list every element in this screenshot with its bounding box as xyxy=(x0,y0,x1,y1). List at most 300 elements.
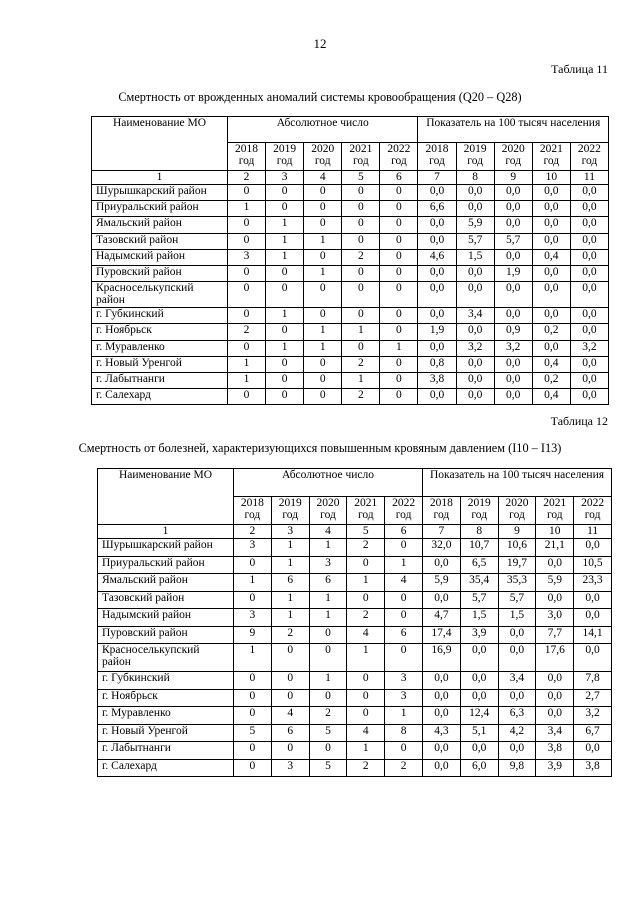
header-absolute: Абсолютное число xyxy=(228,117,418,143)
cell-absolute: 4 xyxy=(347,724,385,742)
cell-rate: 0,0 xyxy=(574,591,612,609)
cell-rate: 32,0 xyxy=(423,539,461,557)
cell-rate: 3,2 xyxy=(574,707,612,725)
cell-absolute: 0 xyxy=(347,707,385,725)
cell-absolute: 0 xyxy=(234,742,272,760)
cell-rate: 0,0 xyxy=(423,759,461,777)
cell-rate: 3,2 xyxy=(570,340,608,356)
cell-absolute: 0 xyxy=(304,217,342,233)
cell-absolute: 4 xyxy=(347,626,385,644)
column-number: 10 xyxy=(536,525,574,539)
column-numbers-row xyxy=(98,525,612,539)
cell-rate: 14,1 xyxy=(574,626,612,644)
column-number: 7 xyxy=(423,525,461,539)
header-year: 2020 год xyxy=(498,497,536,525)
header-year: 2022 год xyxy=(574,497,612,525)
row-name: Надымский район xyxy=(98,609,234,627)
cell-absolute: 3 xyxy=(228,249,266,265)
cell-rate: 0,0 xyxy=(574,539,612,557)
cell-absolute: 0 xyxy=(380,201,418,217)
table-row xyxy=(98,672,612,690)
cell-absolute: 0 xyxy=(304,389,342,405)
column-number: 11 xyxy=(570,171,608,185)
cell-absolute: 1 xyxy=(304,233,342,249)
cell-rate: 0,2 xyxy=(532,372,570,388)
cell-rate: 3,4 xyxy=(498,672,536,690)
row-name: Пуровский район xyxy=(98,626,234,644)
cell-rate: 0,8 xyxy=(418,356,456,372)
cell-rate: 3,0 xyxy=(536,609,574,627)
cell-rate: 6,6 xyxy=(418,201,456,217)
header-year: 2019 год xyxy=(456,143,494,171)
cell-rate: 0,0 xyxy=(570,308,608,324)
cell-absolute: 1 xyxy=(271,591,309,609)
table-12-caption: Таблица 12 xyxy=(550,414,608,428)
header-year: 2019 год xyxy=(460,497,498,525)
cell-rate: 0,0 xyxy=(423,591,461,609)
cell-rate: 0,0 xyxy=(570,233,608,249)
cell-absolute: 5 xyxy=(309,724,347,742)
cell-absolute: 0 xyxy=(380,389,418,405)
cell-rate: 4,6 xyxy=(418,249,456,265)
cell-rate: 0,0 xyxy=(460,689,498,707)
cell-rate: 17,4 xyxy=(423,626,461,644)
cell-rate: 0,0 xyxy=(494,249,532,265)
cell-absolute: 0 xyxy=(228,282,266,308)
header-absolute: Абсолютное число xyxy=(234,469,423,497)
cell-absolute: 0 xyxy=(228,265,266,281)
cell-rate: 0,0 xyxy=(423,742,461,760)
row-name: Ямальский район xyxy=(98,574,234,592)
column-number: 9 xyxy=(498,525,536,539)
cell-absolute: 0 xyxy=(304,201,342,217)
cell-absolute: 0 xyxy=(342,265,380,281)
cell-absolute: 0 xyxy=(380,217,418,233)
cell-absolute: 0 xyxy=(385,591,423,609)
cell-absolute: 1 xyxy=(228,201,266,217)
cell-rate: 0,0 xyxy=(570,372,608,388)
header-year: 2020 год xyxy=(309,497,347,525)
cell-rate: 0,0 xyxy=(574,644,612,672)
cell-rate: 0,0 xyxy=(418,185,456,201)
cell-absolute: 0 xyxy=(347,556,385,574)
cell-absolute: 0 xyxy=(266,324,304,340)
header-year: 2020 год xyxy=(494,143,532,171)
column-number: 10 xyxy=(532,171,570,185)
cell-rate: 0,0 xyxy=(498,742,536,760)
row-name: г. Ноябрьск xyxy=(92,324,228,340)
cell-rate: 0,0 xyxy=(456,185,494,201)
cell-absolute: 0 xyxy=(228,389,266,405)
cell-rate: 10,6 xyxy=(498,539,536,557)
cell-absolute: 0 xyxy=(385,539,423,557)
header-year: 2021 год xyxy=(536,497,574,525)
cell-absolute: 9 xyxy=(234,626,272,644)
cell-absolute: 2 xyxy=(228,324,266,340)
cell-rate: 0,0 xyxy=(536,672,574,690)
column-number: 7 xyxy=(418,171,456,185)
cell-absolute: 2 xyxy=(271,626,309,644)
cell-rate: 3,8 xyxy=(418,372,456,388)
cell-rate: 23,3 xyxy=(574,574,612,592)
cell-absolute: 0 xyxy=(380,282,418,308)
cell-absolute: 1 xyxy=(304,340,342,356)
header-year: 2022 год xyxy=(570,143,608,171)
column-number: 6 xyxy=(385,525,423,539)
cell-absolute: 2 xyxy=(347,539,385,557)
row-name: г. Губкинский xyxy=(92,308,228,324)
cell-absolute: 0 xyxy=(342,308,380,324)
cell-rate: 0,0 xyxy=(536,556,574,574)
column-numbers-row xyxy=(92,171,609,185)
table-row xyxy=(98,626,612,644)
cell-rate: 0,0 xyxy=(570,265,608,281)
header-year: 2019 год xyxy=(271,497,309,525)
cell-rate: 0,0 xyxy=(532,340,570,356)
cell-absolute: 0 xyxy=(347,591,385,609)
cell-absolute: 0 xyxy=(234,759,272,777)
cell-absolute: 0 xyxy=(304,356,342,372)
cell-absolute: 1 xyxy=(309,539,347,557)
cell-rate: 0,0 xyxy=(460,644,498,672)
cell-absolute: 2 xyxy=(347,609,385,627)
cell-absolute: 2 xyxy=(309,707,347,725)
header-year: 2022 год xyxy=(385,497,423,525)
cell-absolute: 5 xyxy=(309,759,347,777)
header-year: 2019 год xyxy=(266,143,304,171)
cell-rate: 4,7 xyxy=(423,609,461,627)
cell-absolute: 1 xyxy=(309,591,347,609)
header-year: 2020 год xyxy=(304,143,342,171)
table-11 xyxy=(91,116,609,405)
cell-rate: 4,3 xyxy=(423,724,461,742)
row-name: Красноселькупский район xyxy=(92,282,228,308)
row-name: Шурышкарский район xyxy=(92,185,228,201)
cell-rate: 0,0 xyxy=(418,233,456,249)
table-row xyxy=(92,265,609,281)
cell-rate: 21,1 xyxy=(536,539,574,557)
cell-rate: 0,0 xyxy=(532,282,570,308)
cell-rate: 5,9 xyxy=(536,574,574,592)
table-row xyxy=(98,574,612,592)
cell-absolute: 0 xyxy=(266,265,304,281)
cell-absolute: 1 xyxy=(266,308,304,324)
cell-rate: 3,9 xyxy=(536,759,574,777)
cell-rate: 2,7 xyxy=(574,689,612,707)
cell-absolute: 0 xyxy=(380,308,418,324)
cell-rate: 0,0 xyxy=(494,389,532,405)
cell-rate: 0,0 xyxy=(460,742,498,760)
cell-absolute: 2 xyxy=(342,389,380,405)
cell-rate: 0,0 xyxy=(536,591,574,609)
cell-absolute: 1 xyxy=(347,644,385,672)
cell-absolute: 1 xyxy=(385,707,423,725)
cell-absolute: 0 xyxy=(380,265,418,281)
cell-absolute: 0 xyxy=(234,707,272,725)
cell-rate: 0,0 xyxy=(532,201,570,217)
cell-absolute: 6 xyxy=(271,724,309,742)
cell-absolute: 4 xyxy=(271,707,309,725)
cell-absolute: 5 xyxy=(234,724,272,742)
table-12 xyxy=(97,468,612,777)
cell-absolute: 0 xyxy=(380,372,418,388)
cell-rate: 5,1 xyxy=(460,724,498,742)
cell-rate: 0,0 xyxy=(532,217,570,233)
cell-rate: 0,0 xyxy=(570,201,608,217)
cell-rate: 7,8 xyxy=(574,672,612,690)
cell-absolute: 0 xyxy=(234,672,272,690)
cell-rate: 0,0 xyxy=(494,356,532,372)
cell-rate: 5,7 xyxy=(456,233,494,249)
cell-rate: 3,8 xyxy=(574,759,612,777)
cell-rate: 0,0 xyxy=(574,742,612,760)
cell-rate: 12,4 xyxy=(460,707,498,725)
table-row xyxy=(92,185,609,201)
cell-rate: 0,0 xyxy=(494,201,532,217)
cell-absolute: 3 xyxy=(385,689,423,707)
header-name-col: Наименование МО xyxy=(98,469,234,525)
cell-rate: 0,0 xyxy=(456,356,494,372)
column-number: 4 xyxy=(304,171,342,185)
cell-absolute: 0 xyxy=(271,742,309,760)
cell-rate: 0,9 xyxy=(494,324,532,340)
cell-absolute: 2 xyxy=(385,759,423,777)
cell-rate: 1,5 xyxy=(456,249,494,265)
cell-absolute: 0 xyxy=(228,185,266,201)
table-row xyxy=(92,372,609,388)
cell-rate: 0,0 xyxy=(423,689,461,707)
row-name: г. Лабытнанги xyxy=(98,742,234,760)
cell-rate: 19,7 xyxy=(498,556,536,574)
cell-rate: 1,5 xyxy=(498,609,536,627)
cell-absolute: 0 xyxy=(380,356,418,372)
table-11-caption: Таблица 11 xyxy=(551,62,608,76)
cell-absolute: 0 xyxy=(304,185,342,201)
cell-absolute: 8 xyxy=(385,724,423,742)
header-rate: Показатель на 100 тысяч населения xyxy=(423,469,612,497)
cell-absolute: 1 xyxy=(304,324,342,340)
row-name: г. Муравленко xyxy=(98,707,234,725)
cell-absolute: 0 xyxy=(266,282,304,308)
column-number: 3 xyxy=(271,525,309,539)
column-number: 8 xyxy=(456,171,494,185)
cell-absolute: 3 xyxy=(309,556,347,574)
table-11-title: Смертность от врожденных аномалий системы кровообращения (Q20 – Q28) xyxy=(118,90,522,104)
cell-rate: 0,4 xyxy=(532,389,570,405)
cell-absolute: 6 xyxy=(385,626,423,644)
cell-rate: 0,2 xyxy=(532,324,570,340)
cell-rate: 5,9 xyxy=(456,217,494,233)
header-row xyxy=(92,117,609,143)
cell-absolute: 0 xyxy=(271,672,309,690)
cell-rate: 0,0 xyxy=(570,389,608,405)
cell-rate: 35,4 xyxy=(460,574,498,592)
row-name: Шурышкарский район xyxy=(98,539,234,557)
cell-absolute: 0 xyxy=(380,249,418,265)
cell-absolute: 1 xyxy=(309,672,347,690)
table-row xyxy=(92,389,609,405)
cell-absolute: 0 xyxy=(266,389,304,405)
table-row xyxy=(98,759,612,777)
column-number: 1 xyxy=(98,525,234,539)
cell-rate: 6,3 xyxy=(498,707,536,725)
cell-rate: 0,0 xyxy=(423,707,461,725)
row-name: Приуральский район xyxy=(92,201,228,217)
cell-absolute: 0 xyxy=(304,282,342,308)
cell-rate: 0,0 xyxy=(494,185,532,201)
column-number: 8 xyxy=(460,525,498,539)
column-number: 9 xyxy=(494,171,532,185)
cell-absolute: 0 xyxy=(266,201,304,217)
cell-rate: 4,2 xyxy=(498,724,536,742)
cell-rate: 0,0 xyxy=(532,233,570,249)
cell-rate: 0,0 xyxy=(494,308,532,324)
cell-rate: 0,0 xyxy=(574,609,612,627)
cell-absolute: 0 xyxy=(304,308,342,324)
row-name: Приуральский район xyxy=(98,556,234,574)
cell-absolute: 0 xyxy=(342,340,380,356)
row-name: г. Губкинский xyxy=(98,672,234,690)
cell-absolute: 2 xyxy=(347,759,385,777)
cell-absolute: 3 xyxy=(234,609,272,627)
column-number: 2 xyxy=(228,171,266,185)
table-row xyxy=(98,556,612,574)
cell-absolute: 0 xyxy=(234,591,272,609)
cell-rate: 0,0 xyxy=(418,282,456,308)
cell-absolute: 0 xyxy=(342,201,380,217)
cell-rate: 3,4 xyxy=(456,308,494,324)
cell-absolute: 1 xyxy=(347,742,385,760)
cell-absolute: 0 xyxy=(380,185,418,201)
table-row xyxy=(92,282,609,308)
cell-rate: 5,7 xyxy=(498,591,536,609)
cell-absolute: 0 xyxy=(347,672,385,690)
cell-absolute: 0 xyxy=(228,308,266,324)
cell-absolute: 0 xyxy=(271,644,309,672)
cell-absolute: 1 xyxy=(271,539,309,557)
cell-rate: 0,0 xyxy=(570,185,608,201)
row-name: г. Салехард xyxy=(92,389,228,405)
header-year: 2021 год xyxy=(347,497,385,525)
row-name: г. Новый Уренгой xyxy=(98,724,234,742)
cell-absolute: 2 xyxy=(342,356,380,372)
cell-rate: 1,9 xyxy=(494,265,532,281)
table-row xyxy=(92,249,609,265)
row-name: г. Лабытнанги xyxy=(92,372,228,388)
cell-rate: 0,0 xyxy=(536,689,574,707)
table-row xyxy=(98,644,612,672)
cell-rate: 0,0 xyxy=(456,389,494,405)
cell-rate: 0,0 xyxy=(456,282,494,308)
header-year: 2018 год xyxy=(418,143,456,171)
cell-rate: 3,2 xyxy=(494,340,532,356)
header-year: 2021 год xyxy=(532,143,570,171)
cell-absolute: 0 xyxy=(309,626,347,644)
cell-absolute: 0 xyxy=(342,217,380,233)
cell-rate: 16,9 xyxy=(423,644,461,672)
cell-rate: 10,5 xyxy=(574,556,612,574)
cell-absolute: 0 xyxy=(380,324,418,340)
table-row xyxy=(98,609,612,627)
header-year: 2022 год xyxy=(380,143,418,171)
cell-absolute: 1 xyxy=(266,340,304,356)
cell-rate: 0,0 xyxy=(498,689,536,707)
header-year: 2021 год xyxy=(342,143,380,171)
column-number: 1 xyxy=(92,171,228,185)
cell-absolute: 0 xyxy=(266,372,304,388)
cell-rate: 0,0 xyxy=(570,249,608,265)
cell-rate: 10,7 xyxy=(460,539,498,557)
cell-absolute: 1 xyxy=(228,372,266,388)
cell-absolute: 1 xyxy=(228,356,266,372)
column-number: 5 xyxy=(347,525,385,539)
cell-absolute: 0 xyxy=(309,644,347,672)
cell-rate: 6,5 xyxy=(460,556,498,574)
cell-rate: 0,0 xyxy=(494,217,532,233)
cell-absolute: 1 xyxy=(266,233,304,249)
row-name: Тазовский район xyxy=(98,591,234,609)
header-year: 2018 год xyxy=(234,497,272,525)
cell-rate: 5,7 xyxy=(494,233,532,249)
cell-absolute: 1 xyxy=(385,556,423,574)
cell-absolute: 1 xyxy=(266,217,304,233)
cell-absolute: 0 xyxy=(234,556,272,574)
cell-absolute: 1 xyxy=(342,372,380,388)
row-name: Надымский район xyxy=(92,249,228,265)
cell-absolute: 1 xyxy=(342,324,380,340)
table-row xyxy=(92,217,609,233)
cell-rate: 0,0 xyxy=(456,372,494,388)
cell-absolute: 0 xyxy=(342,233,380,249)
cell-absolute: 0 xyxy=(304,249,342,265)
table-row xyxy=(92,324,609,340)
cell-rate: 1,5 xyxy=(460,609,498,627)
cell-rate: 0,0 xyxy=(460,672,498,690)
cell-rate: 0,0 xyxy=(532,265,570,281)
cell-rate: 6,7 xyxy=(574,724,612,742)
cell-absolute: 6 xyxy=(309,574,347,592)
cell-rate: 0,0 xyxy=(570,217,608,233)
cell-absolute: 0 xyxy=(234,689,272,707)
cell-absolute: 0 xyxy=(385,609,423,627)
cell-rate: 0,0 xyxy=(498,626,536,644)
cell-absolute: 0 xyxy=(309,742,347,760)
cell-rate: 0,0 xyxy=(570,282,608,308)
cell-rate: 17,6 xyxy=(536,644,574,672)
cell-rate: 0,0 xyxy=(456,265,494,281)
row-name: г. Муравленко xyxy=(92,340,228,356)
header-rate: Показатель на 100 тысяч населения xyxy=(418,117,609,143)
cell-absolute: 1 xyxy=(271,609,309,627)
row-name: Пуровский район xyxy=(92,265,228,281)
table-row xyxy=(98,591,612,609)
cell-rate: 0,0 xyxy=(498,644,536,672)
cell-rate: 1,9 xyxy=(418,324,456,340)
cell-absolute: 0 xyxy=(228,217,266,233)
cell-absolute: 0 xyxy=(380,233,418,249)
cell-absolute: 2 xyxy=(342,249,380,265)
table-row xyxy=(98,724,612,742)
column-number: 6 xyxy=(380,171,418,185)
cell-rate: 0,0 xyxy=(494,282,532,308)
cell-rate: 6,0 xyxy=(460,759,498,777)
cell-absolute: 1 xyxy=(380,340,418,356)
cell-rate: 3,2 xyxy=(456,340,494,356)
cell-rate: 0,0 xyxy=(456,201,494,217)
cell-absolute: 1 xyxy=(309,609,347,627)
cell-rate: 3,4 xyxy=(536,724,574,742)
cell-absolute: 0 xyxy=(385,742,423,760)
